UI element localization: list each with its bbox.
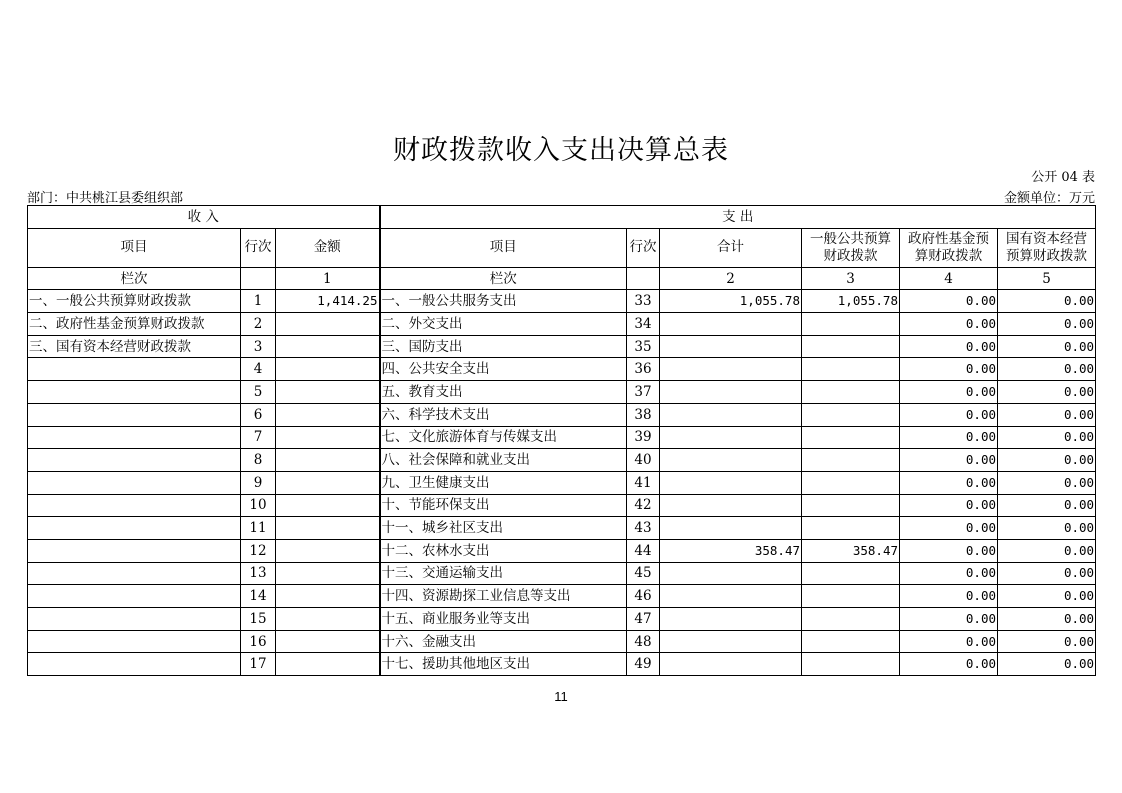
total-cell xyxy=(660,653,802,676)
table-row xyxy=(28,471,1096,494)
state-cell: 0.00 xyxy=(998,335,1096,358)
income-row-cell: 5 xyxy=(241,381,276,404)
general-cell xyxy=(802,313,900,336)
income-amount-cell xyxy=(276,335,380,358)
income-item-cell xyxy=(28,426,241,449)
income-amount-cell xyxy=(276,313,380,336)
fund-cell: 0.00 xyxy=(900,381,998,404)
expense-row-cell: 41 xyxy=(627,471,660,494)
state-cell: 0.00 xyxy=(998,403,1096,426)
general-cell xyxy=(802,471,900,494)
income-item-cell xyxy=(28,562,241,585)
income-item-cell xyxy=(28,653,241,676)
income-row-cell: 2 xyxy=(241,313,276,336)
income-row-cell: 9 xyxy=(241,471,276,494)
fund-cell: 0.00 xyxy=(900,449,998,472)
income-row-cell: 14 xyxy=(241,585,276,608)
fund-cell: 0.00 xyxy=(900,494,998,517)
expense-item-cell: 三、国防支出 xyxy=(380,335,627,358)
table-row xyxy=(28,608,1096,631)
income-item-cell: 一、一般公共预算财政拨款 xyxy=(28,290,241,313)
general-cell xyxy=(802,358,900,381)
general-cell xyxy=(802,381,900,404)
col-header-expense-item: 项目 xyxy=(380,228,627,267)
income-amount-cell xyxy=(276,630,380,653)
fund-cell: 0.00 xyxy=(900,471,998,494)
total-cell xyxy=(660,630,802,653)
expense-item-cell: 十五、商业服务业等支出 xyxy=(380,608,627,631)
fund-cell: 0.00 xyxy=(900,426,998,449)
index-income-row xyxy=(241,267,276,290)
column-header-row xyxy=(28,228,1096,267)
table-row xyxy=(28,653,1096,676)
state-cell: 0.00 xyxy=(998,608,1096,631)
state-cell: 0.00 xyxy=(998,290,1096,313)
index-general: 3 xyxy=(802,267,900,290)
table-row xyxy=(28,517,1096,540)
general-cell xyxy=(802,608,900,631)
state-cell: 0.00 xyxy=(998,653,1096,676)
table-row xyxy=(28,630,1096,653)
income-row-cell: 16 xyxy=(241,630,276,653)
col-header-fund: 政府性基金预算财政拨款 xyxy=(900,228,998,267)
income-amount-cell xyxy=(276,653,380,676)
total-cell xyxy=(660,585,802,608)
income-item-cell xyxy=(28,449,241,472)
expense-section-header: 支 出 xyxy=(380,206,1096,229)
expense-row-cell: 33 xyxy=(627,290,660,313)
index-total: 2 xyxy=(660,267,802,290)
expense-item-cell: 二、外交支出 xyxy=(380,313,627,336)
expense-item-cell: 五、教育支出 xyxy=(380,381,627,404)
state-cell: 0.00 xyxy=(998,471,1096,494)
total-cell xyxy=(660,381,802,404)
income-amount-cell xyxy=(276,494,380,517)
fund-cell: 0.00 xyxy=(900,313,998,336)
col-header-total: 合计 xyxy=(660,228,802,267)
fund-cell: 0.00 xyxy=(900,539,998,562)
fund-cell: 0.00 xyxy=(900,562,998,585)
general-cell xyxy=(802,562,900,585)
expense-item-cell: 十三、交通运输支出 xyxy=(380,562,627,585)
index-state: 5 xyxy=(998,267,1096,290)
state-cell: 0.00 xyxy=(998,539,1096,562)
total-cell xyxy=(660,313,802,336)
col-header-general: 一般公共预算财政拨款 xyxy=(802,228,900,267)
column-index-row xyxy=(28,267,1096,290)
state-cell: 0.00 xyxy=(998,358,1096,381)
index-fund: 4 xyxy=(900,267,998,290)
expense-row-cell: 42 xyxy=(627,494,660,517)
total-cell xyxy=(660,494,802,517)
income-amount-cell xyxy=(276,562,380,585)
expense-row-cell: 38 xyxy=(627,403,660,426)
income-row-cell: 17 xyxy=(241,653,276,676)
index-income-label: 栏次 xyxy=(28,267,241,290)
total-cell: 358.47 xyxy=(660,539,802,562)
general-cell xyxy=(802,630,900,653)
index-expense-label: 栏次 xyxy=(380,267,627,290)
index-income-amount: 1 xyxy=(276,267,380,290)
income-item-cell xyxy=(28,403,241,426)
department-label: 部门：中共桃江县委组织部 xyxy=(27,191,184,206)
general-cell: 1,055.78 xyxy=(802,290,900,313)
expense-row-cell: 37 xyxy=(627,381,660,404)
general-cell xyxy=(802,585,900,608)
expense-item-cell: 十二、农林水支出 xyxy=(380,539,627,562)
expense-row-cell: 49 xyxy=(627,653,660,676)
income-amount-cell xyxy=(276,539,380,562)
expense-row-cell: 47 xyxy=(627,608,660,631)
income-section-header: 收 入 xyxy=(28,206,380,229)
index-expense-row xyxy=(627,267,660,290)
expense-item-cell: 十一、城乡社区支出 xyxy=(380,517,627,540)
expense-item-cell: 八、社会保障和就业支出 xyxy=(380,449,627,472)
expense-row-cell: 40 xyxy=(627,449,660,472)
total-cell xyxy=(660,403,802,426)
general-cell xyxy=(802,426,900,449)
fund-cell: 0.00 xyxy=(900,653,998,676)
income-amount-cell xyxy=(276,403,380,426)
income-amount-cell xyxy=(276,517,380,540)
expense-item-cell: 十六、金融支出 xyxy=(380,630,627,653)
col-header-income-row: 行次 xyxy=(241,228,276,267)
expense-row-cell: 45 xyxy=(627,562,660,585)
table-row xyxy=(28,585,1096,608)
fund-cell: 0.00 xyxy=(900,608,998,631)
total-cell xyxy=(660,358,802,381)
state-cell: 0.00 xyxy=(998,517,1096,540)
expense-item-cell: 七、文化旅游体育与传媒支出 xyxy=(380,426,627,449)
table-row xyxy=(28,449,1096,472)
income-amount-cell xyxy=(276,449,380,472)
form-code: 公开 04 表 xyxy=(1031,170,1095,185)
expense-item-cell: 四、公共安全支出 xyxy=(380,358,627,381)
section-header-row xyxy=(28,206,1096,229)
expense-row-cell: 39 xyxy=(627,426,660,449)
expense-row-cell: 43 xyxy=(627,517,660,540)
expense-row-cell: 35 xyxy=(627,335,660,358)
total-cell xyxy=(660,335,802,358)
income-row-cell: 4 xyxy=(241,358,276,381)
state-cell: 0.00 xyxy=(998,381,1096,404)
table-row xyxy=(28,562,1096,585)
fund-cell: 0.00 xyxy=(900,335,998,358)
income-row-cell: 12 xyxy=(241,539,276,562)
income-amount-cell xyxy=(276,471,380,494)
total-cell xyxy=(660,426,802,449)
general-cell xyxy=(802,653,900,676)
table-row xyxy=(28,403,1096,426)
state-cell: 0.00 xyxy=(998,426,1096,449)
state-cell: 0.00 xyxy=(998,562,1096,585)
expense-item-cell: 十七、援助其他地区支出 xyxy=(380,653,627,676)
income-item-cell xyxy=(28,381,241,404)
unit-label: 金额单位：万元 xyxy=(1003,191,1095,206)
general-cell xyxy=(802,449,900,472)
expense-row-cell: 46 xyxy=(627,585,660,608)
col-header-state: 国有资本经营预算财政拨款 xyxy=(998,228,1096,267)
income-item-cell xyxy=(28,585,241,608)
expense-row-cell: 36 xyxy=(627,358,660,381)
income-item-cell xyxy=(28,608,241,631)
page-number: 11 xyxy=(554,689,568,704)
state-cell: 0.00 xyxy=(998,449,1096,472)
total-cell xyxy=(660,449,802,472)
col-header-income-item: 项目 xyxy=(28,228,241,267)
total-cell xyxy=(660,517,802,540)
income-amount-cell xyxy=(276,585,380,608)
general-cell xyxy=(802,494,900,517)
expense-item-cell: 一、一般公共服务支出 xyxy=(380,290,627,313)
income-amount-cell xyxy=(276,381,380,404)
state-cell: 0.00 xyxy=(998,630,1096,653)
general-cell xyxy=(802,335,900,358)
table-row xyxy=(28,539,1096,562)
fund-cell: 0.00 xyxy=(900,403,998,426)
general-cell xyxy=(802,517,900,540)
expense-item-cell: 十四、资源勘探工业信息等支出 xyxy=(380,585,627,608)
table-row xyxy=(28,494,1096,517)
expense-row-cell: 48 xyxy=(627,630,660,653)
general-cell xyxy=(802,403,900,426)
expense-item-cell: 十、节能环保支出 xyxy=(380,494,627,517)
table-row xyxy=(28,381,1096,404)
table-row xyxy=(28,358,1096,381)
income-item-cell: 二、政府性基金预算财政拨款 xyxy=(28,313,241,336)
total-cell xyxy=(660,471,802,494)
expense-item-cell: 六、科学技术支出 xyxy=(380,403,627,426)
col-header-expense-row: 行次 xyxy=(627,228,660,267)
income-amount-cell xyxy=(276,608,380,631)
income-row-cell: 1 xyxy=(241,290,276,313)
income-item-cell xyxy=(28,471,241,494)
income-item-cell: 三、国有资本经营财政拨款 xyxy=(28,335,241,358)
col-header-income-amount: 金额 xyxy=(276,228,380,267)
total-cell xyxy=(660,608,802,631)
total-cell xyxy=(660,562,802,585)
fund-cell: 0.00 xyxy=(900,585,998,608)
income-item-cell xyxy=(28,494,241,517)
income-row-cell: 6 xyxy=(241,403,276,426)
income-row-cell: 13 xyxy=(241,562,276,585)
total-cell: 1,055.78 xyxy=(660,290,802,313)
fund-cell: 0.00 xyxy=(900,358,998,381)
income-item-cell xyxy=(28,630,241,653)
table-row xyxy=(28,313,1096,336)
fund-cell: 0.00 xyxy=(900,290,998,313)
state-cell: 0.00 xyxy=(998,585,1096,608)
table-row xyxy=(28,426,1096,449)
income-amount-cell: 1,414.25 xyxy=(276,290,380,313)
state-cell: 0.00 xyxy=(998,494,1096,517)
income-item-cell xyxy=(28,517,241,540)
income-row-cell: 8 xyxy=(241,449,276,472)
expense-row-cell: 34 xyxy=(627,313,660,336)
income-item-cell xyxy=(28,358,241,381)
income-row-cell: 10 xyxy=(241,494,276,517)
table-row xyxy=(28,335,1096,358)
income-row-cell: 7 xyxy=(241,426,276,449)
general-cell: 358.47 xyxy=(802,539,900,562)
income-row-cell: 15 xyxy=(241,608,276,631)
expense-row-cell: 44 xyxy=(627,539,660,562)
income-row-cell: 3 xyxy=(241,335,276,358)
expense-item-cell: 九、卫生健康支出 xyxy=(380,471,627,494)
page-title: 财政拨款收入支出决算总表 xyxy=(393,135,729,166)
fund-cell: 0.00 xyxy=(900,517,998,540)
income-item-cell xyxy=(28,539,241,562)
table-row xyxy=(28,290,1096,313)
budget-table xyxy=(27,205,1096,676)
income-row-cell: 11 xyxy=(241,517,276,540)
income-amount-cell xyxy=(276,426,380,449)
fund-cell: 0.00 xyxy=(900,630,998,653)
income-amount-cell xyxy=(276,358,380,381)
state-cell: 0.00 xyxy=(998,313,1096,336)
